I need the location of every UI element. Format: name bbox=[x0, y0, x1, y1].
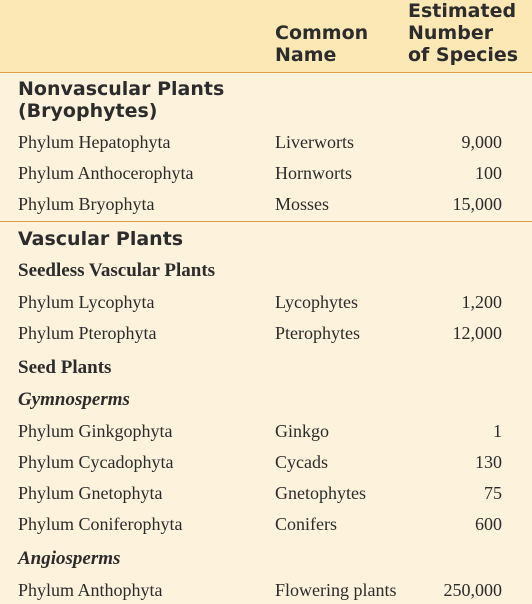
phylum-cell: Phylum Cycadophyta bbox=[18, 452, 174, 472]
common-name-cell: Gnetophytes bbox=[275, 483, 366, 503]
header-estimated-species: Estimated Number of Species bbox=[408, 0, 519, 66]
common-name-cell: Cycads bbox=[275, 452, 328, 472]
phylum-cell: Phylum Pterophyta bbox=[18, 323, 157, 343]
species-count-cell: 12,000 bbox=[452, 323, 502, 343]
subsection-seedless-vascular: Seedless Vascular Plants bbox=[18, 260, 216, 281]
subsection-angiosperms: Angiosperms bbox=[18, 548, 121, 569]
phylum-cell: Phylum Anthophyta bbox=[18, 580, 163, 600]
subsection-seed-plants: Seed Plants bbox=[18, 357, 112, 378]
species-count-cell: 600 bbox=[475, 514, 502, 534]
phylum-cell: Phylum Lycophyta bbox=[18, 292, 155, 312]
common-name-cell: Mosses bbox=[275, 194, 330, 214]
section-divider bbox=[0, 221, 532, 222]
species-count-cell: 75 bbox=[484, 483, 502, 503]
common-name-cell: Lycophytes bbox=[275, 292, 358, 312]
phylum-cell: Phylum Bryophyta bbox=[18, 194, 155, 214]
species-count-cell: 1,200 bbox=[461, 292, 502, 312]
table-header bbox=[0, 0, 532, 73]
phylum-cell: Phylum Coniferophyta bbox=[18, 514, 183, 534]
species-count-cell: 15,000 bbox=[452, 194, 502, 214]
common-name-cell: Hornworts bbox=[275, 163, 352, 183]
species-count-cell: 130 bbox=[475, 452, 502, 472]
phylum-cell: Phylum Anthocerophyta bbox=[18, 163, 194, 183]
section-nonvascular: Nonvascular Plants (Bryophytes) bbox=[18, 78, 225, 122]
species-count-cell: 1 bbox=[493, 421, 502, 441]
species-count-cell: 100 bbox=[475, 163, 502, 183]
common-name-cell: Ginkgo bbox=[275, 421, 329, 441]
section-vascular: Vascular Plants bbox=[18, 228, 184, 250]
species-count-cell: 9,000 bbox=[461, 132, 502, 152]
header-common-name: Common Name bbox=[275, 22, 369, 66]
subsection-gymnosperms: Gymnosperms bbox=[18, 389, 130, 410]
common-name-cell: Conifers bbox=[275, 514, 337, 534]
species-count-cell: 250,000 bbox=[443, 580, 502, 600]
common-name-cell: Flowering plants bbox=[275, 580, 397, 600]
common-name-cell: Pterophytes bbox=[275, 323, 360, 343]
phylum-cell: Phylum Hepatophyta bbox=[18, 132, 171, 152]
phylum-cell: Phylum Ginkgophyta bbox=[18, 421, 173, 441]
common-name-cell: Liverworts bbox=[275, 132, 354, 152]
phylum-cell: Phylum Gnetophyta bbox=[18, 483, 163, 503]
